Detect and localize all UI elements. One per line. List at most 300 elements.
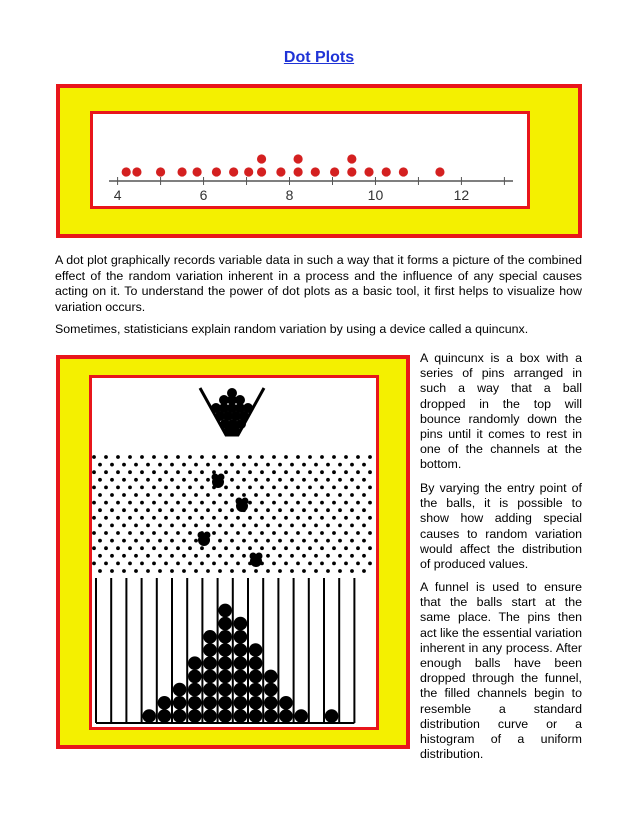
pin xyxy=(116,516,120,520)
pin xyxy=(134,569,138,573)
stacked-ball xyxy=(249,643,263,657)
pin xyxy=(152,470,156,474)
pin xyxy=(194,508,198,512)
quincunx-intro-paragraph: Sometimes, statisticians explain random variation by using a device called a quincunx. xyxy=(55,322,529,336)
pin xyxy=(200,516,204,520)
pin xyxy=(260,486,264,490)
pin xyxy=(110,554,114,558)
stacked-ball xyxy=(249,656,263,670)
pin xyxy=(158,524,162,528)
pin xyxy=(188,546,192,550)
pin xyxy=(176,455,180,459)
pin xyxy=(350,554,354,558)
pin xyxy=(104,516,108,520)
intro-paragraph: A dot plot graphically records variable data in such a way that it forms a picture of the combined effect of the random variation inherent in a process and the influence of any special causes acting on it. To understand the power of dot plots as a basic tool, it first helps to visualize how variation occurs. xyxy=(55,253,582,314)
pin xyxy=(146,539,150,543)
pin xyxy=(230,508,234,512)
falling-ball xyxy=(198,532,211,547)
falling-ball xyxy=(236,498,249,513)
pin xyxy=(350,569,354,573)
pin xyxy=(308,501,312,505)
pin xyxy=(284,531,288,535)
stacked-ball xyxy=(279,709,293,723)
pin xyxy=(230,463,234,467)
stacked-ball xyxy=(188,709,202,723)
pin xyxy=(290,463,294,467)
stacked-ball xyxy=(203,656,217,670)
pin xyxy=(224,516,228,520)
pin xyxy=(326,463,330,467)
pin xyxy=(98,463,102,467)
data-dot xyxy=(347,154,356,163)
pin xyxy=(104,470,108,474)
pin xyxy=(338,463,342,467)
pin xyxy=(308,486,312,490)
pin xyxy=(110,569,114,573)
pin xyxy=(146,493,150,497)
pin xyxy=(224,546,228,550)
pin xyxy=(170,554,174,558)
pin xyxy=(332,516,336,520)
pin xyxy=(344,501,348,505)
pin xyxy=(128,455,132,459)
pin xyxy=(320,455,324,459)
pin xyxy=(140,531,144,535)
pin xyxy=(350,463,354,467)
pin xyxy=(188,470,192,474)
stacked-ball xyxy=(325,709,339,723)
stacked-ball xyxy=(234,709,248,723)
pin xyxy=(332,546,336,550)
pin xyxy=(116,501,120,505)
pin xyxy=(272,516,276,520)
pin xyxy=(266,508,270,512)
stacked-ball xyxy=(188,683,202,697)
pin xyxy=(230,478,234,482)
pin xyxy=(356,546,360,550)
pin xyxy=(146,554,150,558)
pin xyxy=(344,486,348,490)
pin xyxy=(362,508,366,512)
pin xyxy=(134,539,138,543)
pin xyxy=(146,508,150,512)
pin xyxy=(104,455,108,459)
pin xyxy=(92,501,96,505)
data-dot xyxy=(244,167,253,176)
pin xyxy=(254,508,258,512)
stacked-ball xyxy=(188,670,202,684)
pin xyxy=(338,539,342,543)
pin xyxy=(290,539,294,543)
pin xyxy=(218,569,222,573)
pin xyxy=(128,562,132,566)
pin xyxy=(182,524,186,528)
pin xyxy=(356,486,360,490)
pin xyxy=(326,539,330,543)
page-title: Dot Plots xyxy=(283,49,355,66)
pin xyxy=(242,569,246,573)
pin xyxy=(200,455,204,459)
pin xyxy=(200,562,204,566)
stacked-ball xyxy=(294,709,308,723)
pin xyxy=(230,539,234,543)
stacked-ball xyxy=(218,670,232,684)
pin xyxy=(188,531,192,535)
data-dot xyxy=(347,167,356,176)
pin xyxy=(176,470,180,474)
tick-label: 4 xyxy=(113,187,122,203)
pin xyxy=(248,455,252,459)
stacked-ball xyxy=(234,617,248,631)
pin xyxy=(344,470,348,474)
pin xyxy=(320,562,324,566)
pin xyxy=(302,463,306,467)
pin xyxy=(272,546,276,550)
stacked-ball xyxy=(234,683,248,697)
pin xyxy=(194,539,198,543)
stacked-ball xyxy=(264,696,278,710)
pin xyxy=(242,493,246,497)
pin xyxy=(254,569,258,573)
pin xyxy=(110,463,114,467)
data-dot xyxy=(330,167,339,176)
stacked-ball xyxy=(249,670,263,684)
pin xyxy=(338,478,342,482)
pin xyxy=(254,493,258,497)
stacked-ball xyxy=(234,696,248,710)
pin xyxy=(182,569,186,573)
data-dot xyxy=(122,167,131,176)
pin xyxy=(242,539,246,543)
pin xyxy=(290,508,294,512)
stacked-ball xyxy=(173,696,187,710)
pin xyxy=(98,539,102,543)
stacked-ball xyxy=(173,683,187,697)
pin xyxy=(182,554,186,558)
stacked-ball xyxy=(249,709,263,723)
pin xyxy=(320,546,324,550)
data-dot xyxy=(364,167,373,176)
pin xyxy=(302,539,306,543)
pin xyxy=(188,501,192,505)
pin xyxy=(248,470,252,474)
pin xyxy=(296,470,300,474)
pin xyxy=(302,569,306,573)
pin xyxy=(200,501,204,505)
pin xyxy=(218,493,222,497)
pin xyxy=(140,470,144,474)
pin xyxy=(344,516,348,520)
pin xyxy=(272,562,276,566)
pin xyxy=(134,524,138,528)
pin xyxy=(248,501,252,505)
tick-label: 8 xyxy=(285,187,294,203)
pin xyxy=(362,539,366,543)
pin xyxy=(338,569,342,573)
pin xyxy=(314,569,318,573)
pin xyxy=(212,531,216,535)
pin xyxy=(98,554,102,558)
stacked-ball xyxy=(264,683,278,697)
pin xyxy=(302,554,306,558)
falling-ball xyxy=(250,553,263,568)
pin xyxy=(314,493,318,497)
pin xyxy=(272,455,276,459)
pin xyxy=(332,486,336,490)
pin xyxy=(92,470,96,474)
pin xyxy=(284,486,288,490)
pin xyxy=(146,463,150,467)
pin xyxy=(272,501,276,505)
pin xyxy=(368,486,372,490)
data-dot xyxy=(132,167,141,176)
pin xyxy=(164,501,168,505)
pin xyxy=(212,546,216,550)
stacked-ball xyxy=(218,709,232,723)
pin xyxy=(266,478,270,482)
stacked-ball xyxy=(218,696,232,710)
pin xyxy=(122,524,126,528)
pin xyxy=(302,524,306,528)
pin xyxy=(200,546,204,550)
dot-plot-frame xyxy=(56,84,582,238)
data-dot xyxy=(399,167,408,176)
pin xyxy=(248,546,252,550)
pin xyxy=(242,554,246,558)
pin xyxy=(302,508,306,512)
stacked-ball xyxy=(218,617,232,631)
pin xyxy=(194,524,198,528)
stacked-ball xyxy=(218,683,232,697)
pin xyxy=(368,470,372,474)
tick-label: 12 xyxy=(453,187,470,203)
stacked-ball xyxy=(158,696,172,710)
pin xyxy=(350,524,354,528)
pin xyxy=(314,463,318,467)
pin xyxy=(212,516,216,520)
entry-point-description: By varying the entry point of the balls, it is possible to show how adding special causes to random variation would affect the distribution of produced values. xyxy=(420,481,582,572)
pin xyxy=(344,455,348,459)
pin xyxy=(344,531,348,535)
pin xyxy=(230,554,234,558)
dot-plot-panel xyxy=(90,111,530,209)
data-dot xyxy=(276,167,285,176)
pin xyxy=(98,508,102,512)
pin xyxy=(314,508,318,512)
pin xyxy=(230,493,234,497)
pin xyxy=(236,470,240,474)
pin xyxy=(170,539,174,543)
pin-field xyxy=(92,455,372,573)
pin xyxy=(278,478,282,482)
pin xyxy=(164,516,168,520)
pin xyxy=(158,463,162,467)
pin xyxy=(98,493,102,497)
pin xyxy=(278,524,282,528)
pin xyxy=(176,516,180,520)
pin xyxy=(122,508,126,512)
pin xyxy=(146,524,150,528)
stacked-ball xyxy=(249,683,263,697)
pin xyxy=(266,493,270,497)
data-dot xyxy=(156,167,165,176)
pin xyxy=(356,531,360,535)
pin xyxy=(308,516,312,520)
pin xyxy=(176,501,180,505)
stacked-ball xyxy=(218,656,232,670)
pin xyxy=(128,516,132,520)
pin xyxy=(152,516,156,520)
pin xyxy=(278,539,282,543)
pin xyxy=(170,478,174,482)
pin xyxy=(290,569,294,573)
pin xyxy=(326,524,330,528)
pin xyxy=(314,539,318,543)
pin xyxy=(338,508,342,512)
pin xyxy=(116,470,120,474)
pin xyxy=(140,501,144,505)
pin xyxy=(284,516,288,520)
quincunx-illustration xyxy=(92,378,376,727)
pin xyxy=(230,569,234,573)
pin xyxy=(122,539,126,543)
pin xyxy=(326,478,330,482)
pin xyxy=(230,524,234,528)
pin xyxy=(296,531,300,535)
pin xyxy=(122,463,126,467)
pin xyxy=(296,501,300,505)
pin xyxy=(254,463,258,467)
pin xyxy=(290,478,294,482)
data-dot xyxy=(435,167,444,176)
pin xyxy=(260,470,264,474)
pin xyxy=(92,486,96,490)
pin xyxy=(200,486,204,490)
pin xyxy=(248,516,252,520)
pin xyxy=(362,569,366,573)
pin xyxy=(260,501,264,505)
pin xyxy=(194,569,198,573)
pin xyxy=(290,524,294,528)
pin xyxy=(182,493,186,497)
pin xyxy=(92,455,96,459)
pin xyxy=(326,508,330,512)
pin xyxy=(218,508,222,512)
pin xyxy=(236,486,240,490)
pin xyxy=(272,486,276,490)
pin xyxy=(176,562,180,566)
pin xyxy=(170,524,174,528)
pin xyxy=(98,524,102,528)
stacked-ball xyxy=(234,630,248,644)
pin xyxy=(170,508,174,512)
pin xyxy=(314,478,318,482)
pin xyxy=(116,531,120,535)
pin xyxy=(134,478,138,482)
pin xyxy=(284,562,288,566)
stacked-ball xyxy=(249,696,263,710)
pin xyxy=(152,501,156,505)
pin xyxy=(92,516,96,520)
stacked-ball xyxy=(188,696,202,710)
pin xyxy=(170,463,174,467)
pin xyxy=(218,554,222,558)
pin xyxy=(326,493,330,497)
pin xyxy=(362,493,366,497)
pin xyxy=(116,546,120,550)
pin xyxy=(284,470,288,474)
pin xyxy=(104,486,108,490)
pin xyxy=(368,546,372,550)
pin xyxy=(296,562,300,566)
pin xyxy=(134,493,138,497)
pin xyxy=(332,562,336,566)
pin xyxy=(140,516,144,520)
pin xyxy=(206,524,210,528)
pin xyxy=(212,455,216,459)
pin xyxy=(194,554,198,558)
pin xyxy=(320,531,324,535)
pin xyxy=(212,562,216,566)
pin xyxy=(146,478,150,482)
pin xyxy=(350,539,354,543)
pin xyxy=(350,493,354,497)
pin xyxy=(128,486,132,490)
stacked-ball xyxy=(218,604,232,618)
pin xyxy=(128,470,132,474)
pin xyxy=(368,516,372,520)
pin xyxy=(236,546,240,550)
pin xyxy=(218,463,222,467)
pin xyxy=(260,546,264,550)
pin xyxy=(224,470,228,474)
stacked-ball xyxy=(279,696,293,710)
channels xyxy=(96,578,354,723)
pin xyxy=(188,562,192,566)
data-dot xyxy=(294,154,303,163)
stacked-ball xyxy=(142,709,156,723)
pin xyxy=(218,524,222,528)
falling-ball xyxy=(212,474,225,489)
pin xyxy=(140,562,144,566)
pin xyxy=(128,531,132,535)
data-dot xyxy=(193,167,202,176)
data-dot xyxy=(177,167,186,176)
pin xyxy=(98,478,102,482)
pin xyxy=(314,524,318,528)
pin xyxy=(98,569,102,573)
pin xyxy=(260,455,264,459)
stacked-ball xyxy=(203,683,217,697)
pin xyxy=(344,546,348,550)
pin xyxy=(266,554,270,558)
pin xyxy=(164,531,168,535)
pin xyxy=(356,501,360,505)
data-dot xyxy=(257,167,266,176)
funnel-description: A funnel is used to ensure that the balls start at the same place. The pins then act like the essential variation inherent in any process. After enough balls have been dropped through the funnel, the filled channels begin to resemble a standard distribution curve or a histogram of a uniform distribution. xyxy=(420,580,582,762)
pin xyxy=(242,524,246,528)
pin xyxy=(116,455,120,459)
quincunx-panel xyxy=(89,375,379,730)
pin xyxy=(134,554,138,558)
pin xyxy=(368,531,372,535)
pin xyxy=(338,524,342,528)
quincunx-frame xyxy=(56,355,410,749)
pin xyxy=(152,455,156,459)
pin xyxy=(302,478,306,482)
pin xyxy=(248,486,252,490)
pin xyxy=(332,455,336,459)
